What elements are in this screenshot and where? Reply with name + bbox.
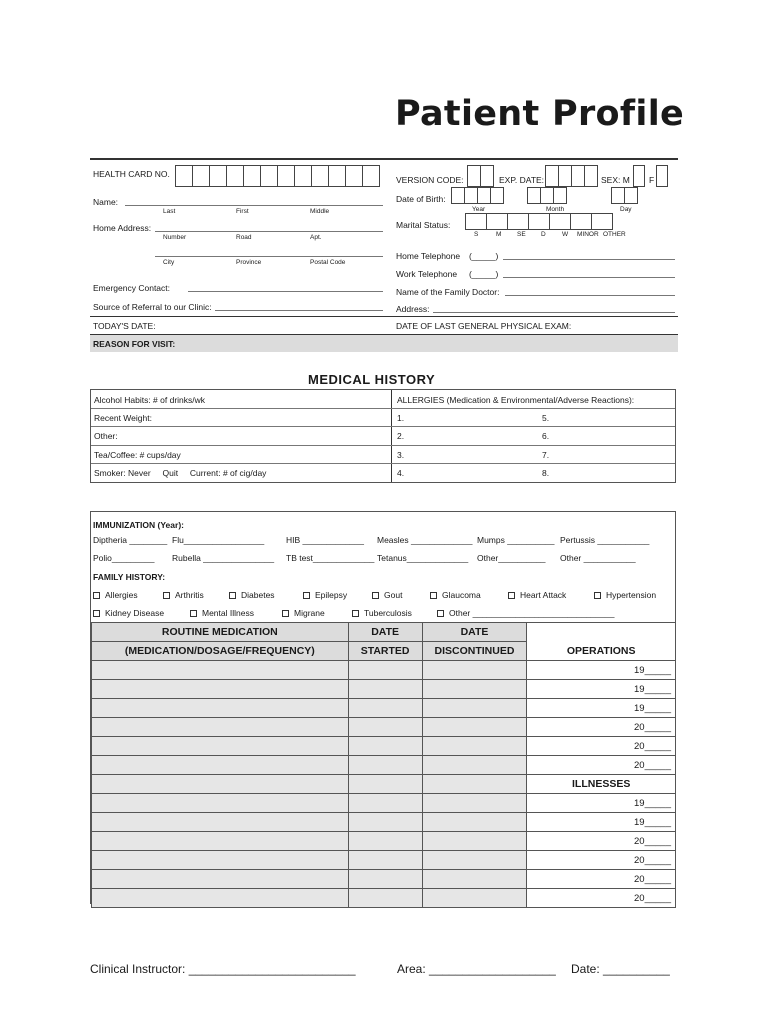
checkbox-icon [163, 592, 170, 599]
marital-label: Marital Status: [396, 220, 451, 230]
allergies-header: ALLERGIES (Medication & Environmental/Adverse Reactions): [397, 395, 635, 405]
family-history-heading: FAMILY HISTORY: [93, 572, 166, 582]
fh-label: Mental Illness [202, 608, 254, 618]
date-field[interactable]: Date: __________ [571, 962, 670, 976]
home-tel-area[interactable]: (_____) [469, 251, 499, 261]
last-exam-label: DATE OF LAST GENERAL PHYSICAL EXAM: [396, 321, 572, 331]
date-started-header-1: DATE [348, 623, 422, 642]
operation-year[interactable]: 20_____ [527, 718, 676, 737]
date-started-header-2: STARTED [348, 642, 422, 661]
table-row[interactable] [92, 699, 676, 718]
table-row[interactable] [92, 832, 676, 851]
marital-w: W [562, 231, 569, 238]
imm-hib[interactable]: HIB _____________ [286, 535, 364, 545]
marital-se: SE [517, 231, 526, 238]
medical-history-table [90, 389, 676, 483]
imm-other-2[interactable]: Other ___________ [560, 553, 636, 563]
work-tel-label: Work Telephone [396, 269, 458, 279]
fh-tuberculosis[interactable] [352, 608, 412, 618]
marital-other: OTHER [603, 231, 626, 238]
allergy-1: 1. [397, 413, 405, 423]
name-label: Name: [93, 197, 119, 207]
table-row[interactable] [92, 756, 676, 775]
illness-year[interactable]: 19_____ [527, 794, 676, 813]
addr-number-caption: Number [163, 234, 187, 241]
dob-day-boxes[interactable] [612, 187, 638, 204]
addr-apt-caption: Apt. [310, 234, 322, 241]
allergy-4: 4. [397, 468, 405, 478]
home-tel-label: Home Telephone [396, 251, 461, 261]
illness-year[interactable]: 20_____ [527, 832, 676, 851]
table-row[interactable] [92, 737, 676, 756]
imm-rubella[interactable]: Rubella _______________ [172, 553, 275, 563]
other-label: Other: [94, 431, 118, 441]
name-last-caption: Last [163, 208, 176, 215]
reason-bar[interactable] [90, 335, 678, 352]
fh-label: Epilepsy [315, 590, 348, 600]
table-header-row [92, 623, 676, 642]
imm-diptheria[interactable]: Diptheria ________ [93, 535, 168, 545]
fh-label: Diabetes [241, 590, 275, 600]
area-field[interactable]: Area: ___________________ [397, 962, 556, 976]
addr-city-caption: City [163, 259, 175, 266]
marital-boxes[interactable] [466, 213, 613, 230]
checkbox-icon [190, 610, 197, 617]
fh-epilepsy[interactable] [303, 590, 347, 600]
checkbox-icon [282, 610, 289, 617]
dob-month-boxes[interactable] [528, 187, 567, 204]
family-doctor-label: Name of the Family Doctor: [396, 287, 500, 297]
imm-flu[interactable]: Flu_________________ [172, 535, 265, 545]
page-title: Patient Profile [395, 94, 685, 134]
dob-year-boxes[interactable] [452, 187, 504, 204]
addr-postal-caption: Postal Code [310, 259, 346, 266]
fh-allergies[interactable] [93, 590, 138, 600]
fh-label: Heart Attack [520, 590, 567, 600]
checkbox-icon [372, 592, 379, 599]
date-discontinued-header-1: DATE [422, 623, 527, 642]
checkbox-icon [594, 592, 601, 599]
checkbox-icon [508, 592, 515, 599]
imm-tb[interactable]: TB test_____________ [286, 553, 375, 563]
fh-label: Allergies [105, 590, 138, 600]
fh-migrane[interactable] [282, 608, 325, 618]
fh-label: Arthritis [175, 590, 204, 600]
imm-mumps[interactable]: Mumps __________ [477, 535, 555, 545]
table-row[interactable] [92, 870, 676, 889]
imm-measles[interactable]: Measles _____________ [377, 535, 473, 545]
marital-minor: MINOR [577, 231, 599, 238]
allergy-8: 8. [542, 468, 550, 478]
health-card-label: HEALTH CARD NO. [93, 169, 170, 179]
sex-f-box[interactable] [656, 165, 668, 187]
addr-province-caption: Province [236, 259, 262, 266]
exp-date-boxes[interactable] [546, 165, 598, 187]
exp-date-label: EXP. DATE: [499, 175, 545, 185]
table-header-row [92, 642, 676, 661]
operation-year[interactable]: 19_____ [527, 661, 676, 680]
dob-month-caption: Month [546, 206, 565, 213]
allergy-5: 5. [542, 413, 550, 423]
dob-label: Date of Birth: [396, 194, 446, 204]
allergy-2: 2. [397, 431, 405, 441]
operation-year[interactable]: 20_____ [527, 737, 676, 756]
dob-year-caption: Year [472, 206, 486, 213]
tea-coffee-label: Tea/Coffee: # cups/day [94, 450, 181, 460]
fh-other[interactable] [437, 608, 614, 618]
date-discontinued-header-2: DISCONTINUED [422, 642, 527, 661]
version-code-label: VERSION CODE: [396, 175, 464, 185]
table-row[interactable] [92, 775, 676, 794]
operation-year[interactable]: 19_____ [527, 699, 676, 718]
clinical-instructor-field[interactable]: Clinical Instructor: _________________________ [90, 962, 356, 976]
allergy-6: 6. [542, 431, 550, 441]
addr-road-caption: Road [236, 234, 252, 241]
fh-kidney[interactable] [93, 608, 164, 618]
checkbox-icon [437, 610, 444, 617]
illness-year[interactable]: 20_____ [527, 870, 676, 889]
fh-label: Hypertension [606, 590, 657, 600]
work-tel-area[interactable]: (_____) [469, 269, 499, 279]
checkbox-icon [93, 610, 100, 617]
fh-gout[interactable] [372, 590, 402, 600]
operations-header: OPERATIONS [527, 642, 676, 661]
checkbox-icon [430, 592, 437, 599]
fh-mental[interactable] [190, 608, 254, 618]
illness-year[interactable]: 19_____ [527, 813, 676, 832]
version-code-boxes[interactable] [468, 165, 494, 187]
fh-heart-attack[interactable] [508, 590, 566, 600]
illness-year[interactable]: 20_____ [527, 889, 676, 908]
fh-diabetes[interactable] [229, 590, 275, 600]
fh-glaucoma[interactable] [430, 590, 481, 600]
table-row[interactable] [92, 680, 676, 699]
weight-label: Recent Weight: [94, 413, 152, 423]
sex-m-label: SEX: M [601, 175, 630, 185]
imm-polio[interactable]: Polio_________ [93, 553, 155, 563]
marital-d: D [541, 231, 546, 238]
table-row[interactable] [92, 718, 676, 737]
checkbox-icon [352, 610, 359, 617]
fh-label: Gout [384, 590, 403, 600]
imm-other-1[interactable]: Other__________ [477, 553, 546, 563]
medication-table [91, 622, 676, 908]
address-label: Address: [396, 304, 430, 314]
dob-day-caption: Day [620, 206, 632, 213]
routine-medication-subheader: (MEDICATION/DOSAGE/FREQUENCY) [92, 642, 349, 661]
checkbox-icon [93, 592, 100, 599]
reason-label: REASON FOR VISIT: [93, 339, 176, 349]
imm-pertussis[interactable]: Pertussis ___________ [560, 535, 650, 545]
medical-history-heading: MEDICAL HISTORY [308, 372, 436, 387]
allergy-3: 3. [397, 450, 405, 460]
sex-f-label: F [649, 175, 655, 185]
fh-label: Other ______________________________ [449, 608, 615, 618]
alcohol-label: Alcohol Habits: # of drinks/wk [94, 395, 206, 405]
health-card-boxes[interactable] [176, 165, 380, 187]
fh-label: Migrane [294, 608, 325, 618]
table-row[interactable] [92, 889, 676, 908]
marital-m: M [496, 231, 502, 238]
home-address-label: Home Address: [93, 223, 152, 233]
checkbox-icon [229, 592, 236, 599]
fh-hypertension[interactable] [594, 590, 656, 600]
illness-year[interactable]: 20_____ [527, 851, 676, 870]
sex-m-box[interactable] [633, 165, 645, 187]
fh-label: Glaucoma [442, 590, 481, 600]
checkbox-icon [303, 592, 310, 599]
operation-year[interactable]: 19_____ [527, 680, 676, 699]
name-middle-caption: Middle [310, 208, 330, 215]
table-row[interactable] [92, 813, 676, 832]
imm-tetanus[interactable]: Tetanus_____________ [377, 553, 469, 563]
table-row[interactable] [92, 851, 676, 870]
operation-year[interactable]: 20_____ [527, 756, 676, 775]
allergy-7: 7. [542, 450, 550, 460]
immunization-heading: IMMUNIZATION (Year): [93, 520, 184, 530]
referral-label: Source of Referral to our Clinic: [93, 302, 212, 312]
fh-label: Tuberculosis [364, 608, 412, 618]
operations-spacer [527, 623, 676, 642]
routine-medication-header: ROUTINE MEDICATION [92, 623, 349, 642]
fh-label: Kidney Disease [105, 608, 165, 618]
table-row[interactable] [92, 794, 676, 813]
emergency-label: Emergency Contact: [93, 283, 171, 293]
table-row[interactable] [92, 661, 676, 680]
fh-arthritis[interactable] [163, 590, 204, 600]
marital-s: S [474, 231, 479, 238]
smoker-label: Smoker: Never Quit Current: # of cig/day [94, 468, 267, 478]
illnesses-header: ILLNESSES [527, 775, 676, 794]
todays-date-label: TODAY'S DATE: [93, 321, 156, 331]
name-first-caption: First [236, 208, 249, 215]
